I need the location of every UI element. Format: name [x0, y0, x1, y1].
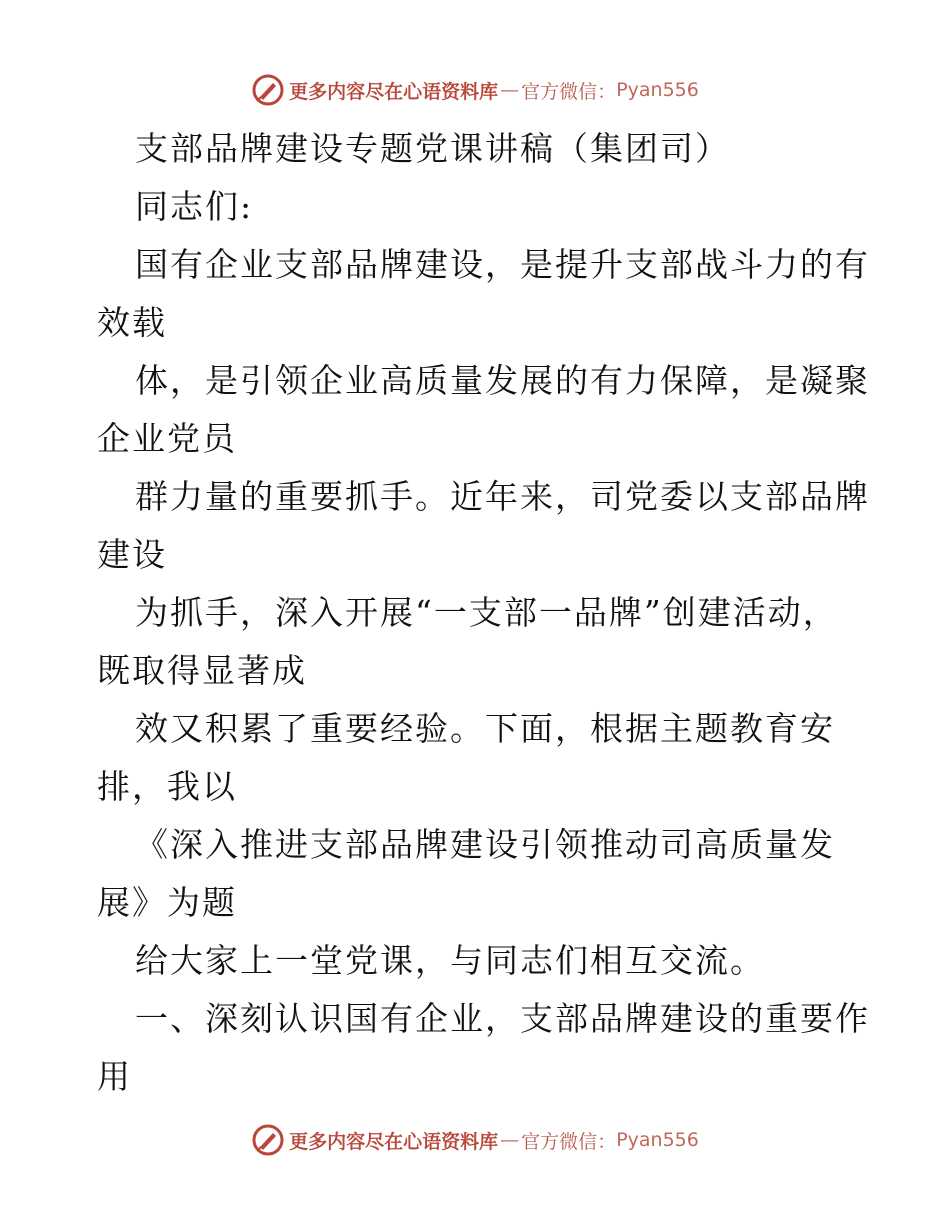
footer-watermark	[0, 1120, 950, 1160]
paragraph-line: 排，我以	[97, 767, 237, 806]
section-heading-cont: 用	[97, 1057, 132, 1096]
paragraph-line: 效又积累了重要经验。下面，根据主题教育安	[135, 709, 835, 748]
section-heading: 一、深刻认识国有企业，支部品牌建设的重要作	[135, 999, 870, 1038]
paragraph-line: 建设	[97, 535, 167, 574]
paragraph-line: 体，是引领企业高质量发展的有力保障，是凝聚	[135, 361, 870, 400]
pen-logo-icon	[251, 73, 285, 107]
watermark-separator: —	[500, 1129, 520, 1151]
paragraph-line: 国有企业支部品牌建设，是提升支部战斗力的有	[135, 245, 870, 284]
paragraph-line: 《深入推进支部品牌建设引领推动司高质量发	[135, 825, 835, 864]
paragraph-line: 既取得显著成	[97, 651, 307, 690]
paragraph-line: 企业党员	[97, 419, 237, 458]
paragraph-line: 给大家上一堂党课，与同志们相互交流。	[135, 941, 765, 980]
watermark-brand: 更多内容尽在心语资料库	[289, 80, 499, 103]
watermark-brand: 更多内容尽在心语资料库	[289, 1130, 499, 1153]
watermark-contact-id: Pyan556	[616, 79, 699, 101]
header-watermark	[0, 70, 950, 110]
document-body	[97, 120, 870, 1106]
document-title: 支部品牌建设专题党课讲稿（集团司）	[135, 129, 730, 168]
pen-logo-icon	[251, 1123, 285, 1157]
watermark-contact-id: Pyan556	[616, 1129, 699, 1151]
watermark-separator: —	[500, 79, 520, 101]
watermark-contact-label: 官方微信：	[521, 1130, 617, 1153]
watermark-contact-label: 官方微信：	[521, 80, 617, 103]
paragraph-line: 展》为题	[97, 883, 237, 922]
paragraph-line: 效载	[97, 303, 167, 342]
paragraph-line: 为抓手，深入开展“一支部一品牌”创建活动，	[135, 593, 838, 632]
salutation: 同志们:	[135, 187, 254, 226]
paragraph-line: 群力量的重要抓手。近年来，司党委以支部品牌	[135, 477, 870, 516]
